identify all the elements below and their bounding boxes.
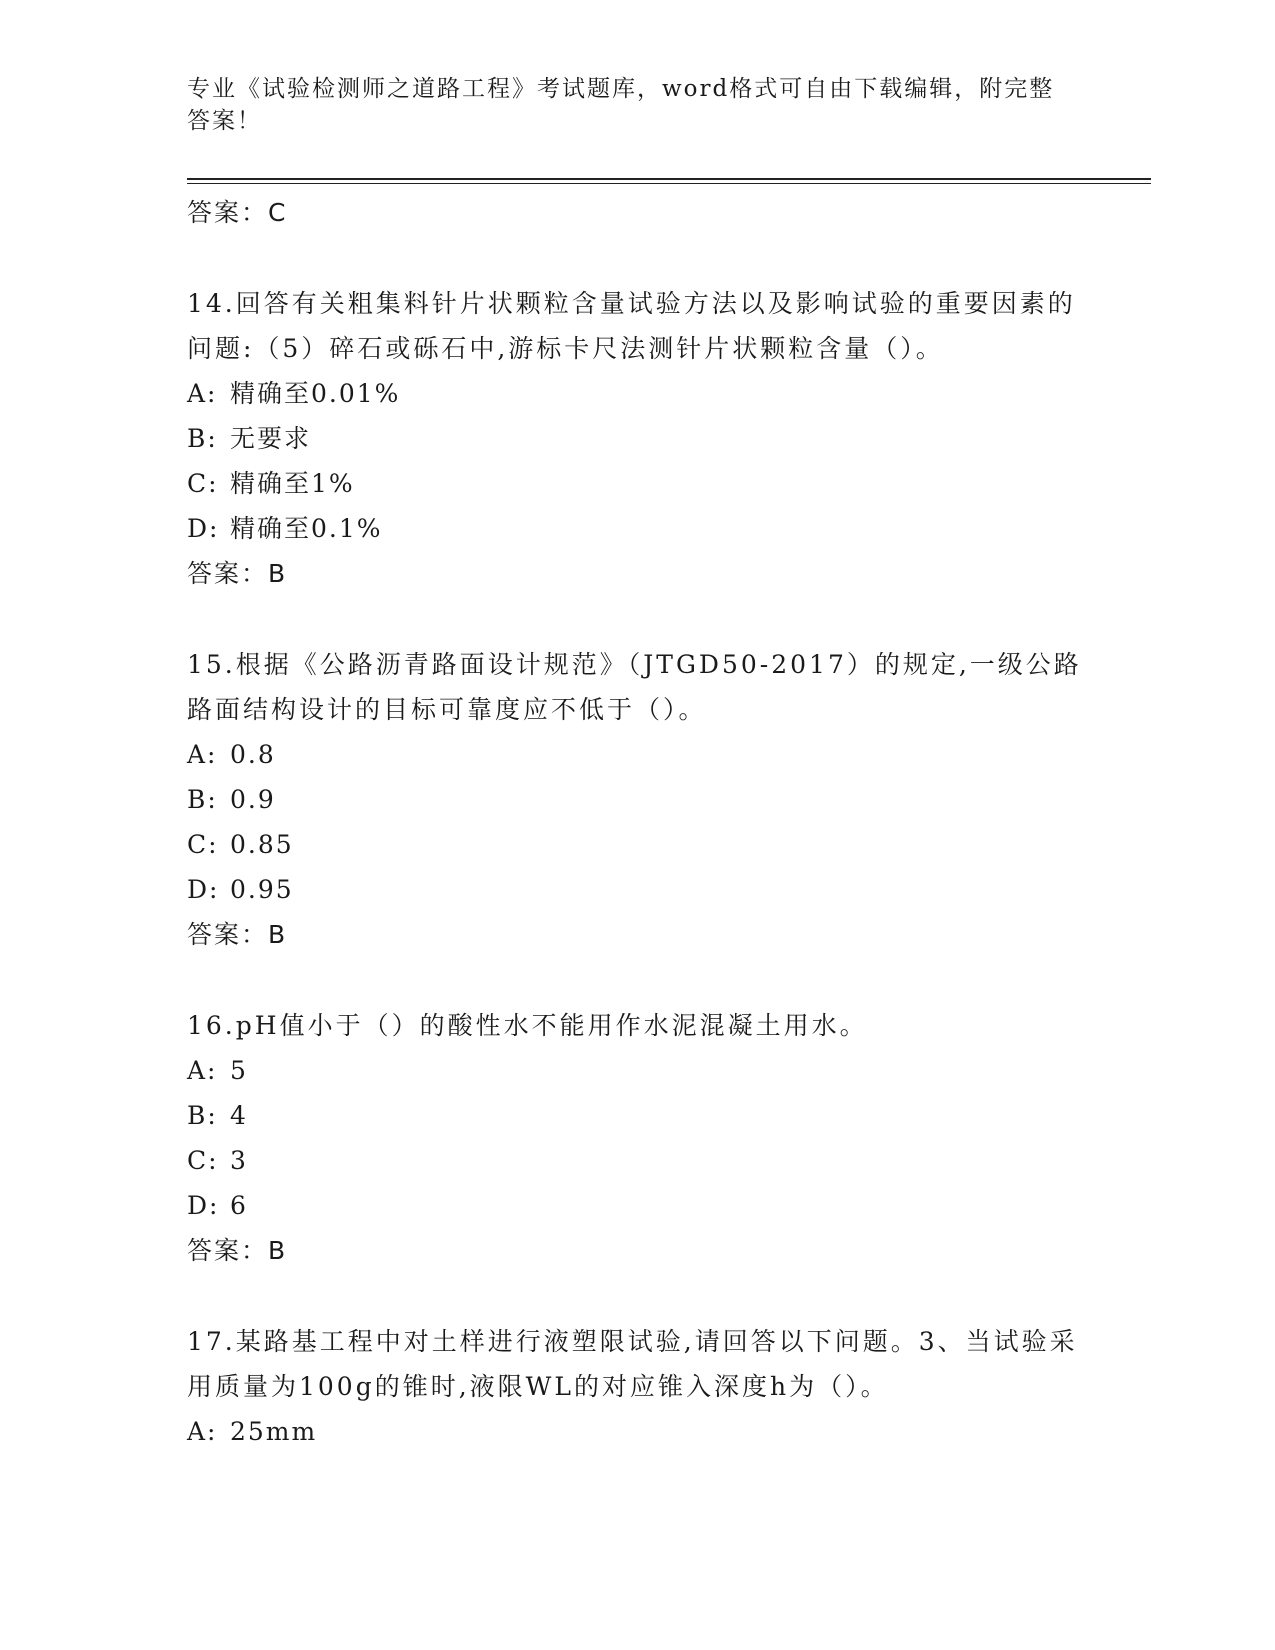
answer-line: 答案：B — [187, 920, 288, 949]
option-letter: B: — [187, 1101, 218, 1130]
option-text: 0.9 — [230, 785, 276, 814]
option-d — [187, 506, 1087, 551]
option-text: 精确至0.1% — [230, 514, 383, 543]
option-d — [187, 867, 1087, 912]
question-stem: 17.某路基工程中对土样进行液塑限试验,请回答以下问题。3、当试验采用质量为100g的锥时,液限WL的对应锥入深度h为（）。 — [187, 1327, 1078, 1401]
answer-line: 答案：B — [187, 559, 288, 588]
option-letter: A: — [187, 1417, 218, 1446]
question-stem: 14.回答有关粗集料针片状颗粒含量试验方法以及影响试验的重要因素的问题:（5）碎石或砾石中,游标卡尺法测针片状颗粒含量（）。 — [187, 289, 1076, 363]
option-letter: C: — [187, 469, 219, 498]
option-a — [187, 732, 1087, 777]
option-letter: A: — [187, 740, 218, 769]
option-letter: B: — [187, 424, 218, 453]
option-c — [187, 1138, 1087, 1183]
question-stem: 16.pH值小于（）的酸性水不能用作水泥混凝土用水。 — [187, 1011, 868, 1040]
option-text: 精确至0.01% — [230, 379, 401, 408]
option-text: 6 — [230, 1191, 248, 1220]
option-text: 精确至1% — [230, 469, 355, 498]
answer-line: 答案：B — [187, 1236, 288, 1265]
option-text: 0.85 — [230, 830, 294, 859]
option-d — [187, 1183, 1087, 1228]
option-letter: D: — [187, 875, 220, 904]
option-letter: C: — [187, 830, 219, 859]
option-letter: A: — [187, 1056, 218, 1085]
option-c — [187, 461, 1087, 506]
answer-line: 答案：C — [187, 198, 288, 227]
option-text: 3 — [230, 1146, 248, 1175]
option-text: 0.95 — [230, 875, 294, 904]
option-c — [187, 822, 1087, 867]
header-rule — [187, 178, 1151, 180]
option-a — [187, 1048, 1087, 1093]
option-text: 无要求 — [230, 424, 312, 453]
option-letter: A: — [187, 379, 218, 408]
option-b — [187, 1093, 1087, 1138]
document-header: 专业《试验检测师之道路工程》考试题库，word格式可自由下载编辑，附完整答案！ — [187, 76, 1055, 134]
option-b — [187, 777, 1087, 822]
question-stem: 15.根据《公路沥青路面设计规范》（JTGD50-2017）的规定,一级公路路面结构设计的目标可靠度应不低于（）。 — [187, 650, 1082, 724]
header-rule-thin — [187, 183, 1151, 184]
option-text: 4 — [230, 1101, 248, 1130]
option-text: 25mm — [230, 1417, 318, 1446]
option-a — [187, 371, 1087, 416]
option-letter: D: — [187, 1191, 220, 1220]
option-text: 0.8 — [230, 740, 276, 769]
option-a — [187, 1409, 1087, 1454]
option-text: 5 — [230, 1056, 248, 1085]
option-letter: D: — [187, 514, 220, 543]
option-b — [187, 416, 1087, 461]
option-letter: B: — [187, 785, 218, 814]
option-letter: C: — [187, 1146, 219, 1175]
question-list — [187, 190, 1087, 1454]
